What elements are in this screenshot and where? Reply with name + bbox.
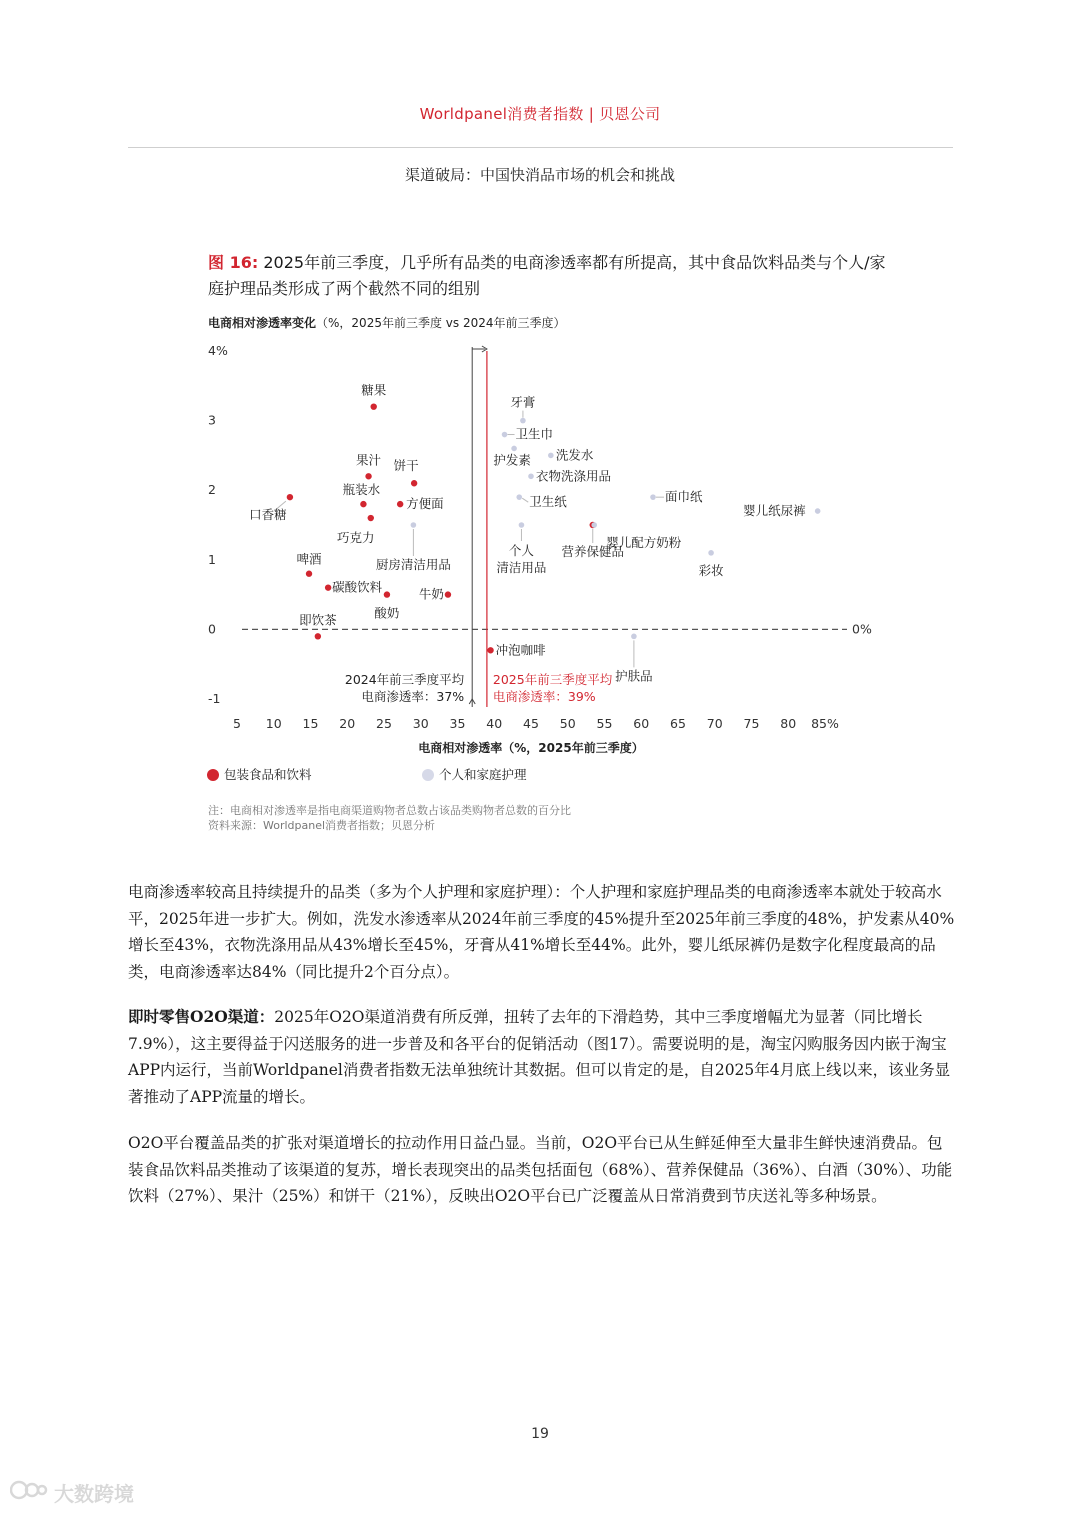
x-tick-label: 25: [376, 716, 392, 731]
care-point: [502, 432, 508, 438]
figure-notes: [208, 803, 571, 833]
food-point: [384, 591, 390, 597]
x-tick-label: 45: [523, 716, 539, 731]
header-divider: [128, 147, 953, 148]
y-tick-label: 0: [208, 621, 216, 637]
point-label: 厨房清洁用品: [375, 557, 451, 572]
point-label: 个人: [508, 543, 534, 558]
care-point: [650, 494, 656, 500]
care-point: [631, 634, 637, 640]
point-label: 饼干: [393, 458, 419, 474]
food-point: [445, 591, 451, 597]
paragraph-lead: 即时零售O2O渠道：: [128, 1007, 275, 1026]
watermark: [10, 1478, 134, 1507]
x-tick-label: 85%: [811, 716, 839, 731]
point-label: 瓶装水: [342, 482, 381, 498]
food-point: [397, 501, 403, 507]
food-point: [368, 515, 374, 521]
food-point: [315, 633, 321, 639]
x-tick-label: 35: [449, 716, 466, 731]
point-label: 牙膏: [510, 394, 536, 410]
body-paragraph-1: 电商渗透率较高且持续提升的品类（多为个人护理和家庭护理）：个人护理和家庭护理品类的电商渗透率本就处于较高水平，2025年进一步扩大。例如，洗发水渗透率从2024年前三季度的45%提升至2025年前三季度的48%，护发素从40%增长至43%，衣物洗涤用品从43%增长至45%，牙膏从41%增长至44%。此外，婴儿纸尿裤仍是数字化程度最高的品类，电商渗透率达84%（同比提升2个百分点）。: [128, 883, 955, 981]
care-point: [528, 473, 534, 479]
legend-dot-food: [207, 769, 219, 781]
point-label: 护肤品: [615, 668, 653, 684]
point-label: 啤酒: [296, 551, 322, 567]
point-label: 营养保健品: [561, 544, 624, 559]
point-label: 果汁: [356, 452, 382, 468]
care-point: [411, 522, 417, 528]
food-point: [411, 480, 417, 486]
x-tick-label: 55: [596, 716, 613, 731]
x-tick-label: 60: [633, 716, 650, 731]
point-label: 彩妆: [698, 562, 724, 578]
food-point: [487, 647, 493, 653]
page-number: 19: [531, 1426, 549, 1442]
care-point: [520, 418, 526, 424]
avg-2024-label: 2024年前三季度平均: [344, 672, 465, 687]
avg-2024-label: 电商渗透率：37%: [361, 689, 465, 704]
y-tick-label: 4%: [208, 343, 228, 358]
y-tick-label: 3: [208, 412, 216, 428]
figure-source: 资料来源：Worldpanel消费者指数；贝恩分析: [208, 819, 436, 832]
point-label: 牛奶: [418, 586, 444, 602]
watermark-text: 大数跨境: [54, 1482, 134, 1506]
y-tick-label: -1: [208, 691, 221, 706]
x-tick-label: 75: [743, 716, 760, 731]
point-label: 婴儿配方奶粉: [606, 535, 682, 550]
point-label: 清洁用品: [496, 560, 547, 575]
y-tick-label: 2: [208, 482, 216, 498]
care-point: [591, 522, 597, 528]
food-point: [325, 584, 331, 590]
x-tick-label: 30: [412, 716, 429, 731]
figure-title-text: 2025年前三季度，几乎所有品类的电商渗透率都有所提高，其中食品饮料品类与个人/家庭护理品类形成了两个截然不同的组别: [208, 253, 886, 298]
avg-2025-label: 2025年前三季度平均: [492, 672, 613, 687]
x-tick-label: 65: [670, 716, 686, 731]
food-point: [371, 403, 377, 409]
point-label: 婴儿纸尿裤: [743, 503, 806, 519]
food-point: [365, 473, 371, 479]
point-label: 即饮茶: [299, 612, 337, 628]
point-label: 卫生巾: [515, 426, 554, 442]
figure-note: 注：电商相对渗透率是指电商渠道购物者总数占该品类购物者总数的百分比: [208, 804, 571, 817]
point-label: 洗发水: [555, 447, 594, 463]
care-point: [548, 453, 554, 459]
point-label: 口香糖: [249, 507, 287, 523]
watermark-logo-icon: [10, 1479, 48, 1506]
food-point: [360, 501, 366, 507]
legend-item-food: [207, 765, 312, 783]
point-label: 酸奶: [374, 605, 400, 621]
y-axis-title: [208, 314, 565, 331]
figure-title: [208, 250, 888, 302]
y-tick-label: 1: [208, 551, 216, 567]
point-label: 冲泡咖啡: [495, 642, 546, 658]
care-point: [511, 446, 517, 452]
header-title: Worldpanel消费者指数 | 贝恩公司: [419, 105, 661, 123]
care-point: [708, 550, 714, 556]
point-label: 护发素: [493, 452, 531, 468]
care-point: [519, 522, 525, 528]
legend-label-food: 包装食品和饮料: [224, 767, 312, 782]
body-paragraph-2: [128, 1004, 956, 1110]
y-axis-title-detail: （%，2025年前三季度 vs 2024年前三季度）: [316, 316, 566, 330]
point-label: 卫生纸: [529, 494, 567, 510]
x-axis-title: 电商相对渗透率（%，2025年前三季度）: [418, 741, 644, 755]
point-label: 方便面: [406, 496, 444, 512]
report-subtitle: 渠道破局：中国快消品市场的机会和挑战: [404, 166, 675, 184]
x-tick-label: 70: [706, 716, 723, 731]
point-label: 碳酸饮料: [332, 579, 383, 595]
x-tick-label: 50: [559, 716, 576, 731]
point-label: 面巾纸: [665, 489, 703, 505]
food-point: [306, 571, 312, 577]
point-label: 糖果: [361, 382, 387, 398]
point-label: 巧克力: [337, 530, 375, 546]
x-tick-label: 20: [339, 716, 356, 731]
figure-label: 图 16:: [208, 253, 259, 272]
legend-dot-care: [422, 769, 434, 781]
scatter-chart: [200, 335, 890, 760]
paragraph-body: 2025年O2O渠道消费有所反弹，扭转了去年的下滑趋势，其中三季度增幅尤为显著（同比增长7.9%），这主要得益于闪送服务的进一步普及和各平台的促销活动（图17）。需要说明的是，淘宝闪购服务因内嵌于淘宝APP内运行，当前Worldpanel消费者指数无法单独统计其数据。但可以肯定的是，自2025年4月底上线以来，该业务显著推动了APP流量的增长。: [128, 1008, 951, 1106]
x-tick-label: 10: [265, 716, 282, 731]
care-point: [516, 494, 522, 500]
x-tick-label: 5: [233, 716, 241, 731]
legend-label-care: 个人和家庭护理: [439, 767, 527, 782]
care-point: [815, 508, 821, 514]
y-axis-title-main: 电商相对渗透率变化: [208, 316, 317, 330]
point-label: 衣物洗涤用品: [536, 468, 612, 484]
point-leader-line: [522, 498, 528, 502]
x-tick-label: 40: [486, 716, 503, 731]
x-tick-label: 15: [302, 716, 319, 731]
food-point: [287, 494, 293, 500]
legend-item-care: [422, 765, 527, 783]
zero-line-label: 0%: [852, 621, 872, 637]
x-tick-label: 80: [780, 716, 797, 731]
avg-2025-label: 电商渗透率：39%: [492, 689, 596, 704]
body-paragraph-3: O2O平台覆盖品类的扩张对渠道增长的拉动作用日益凸显。当前，O2O平台已从生鲜延伸至大量非生鲜快速消费品。包装食品饮料品类推动了该渠道的复苏，增长表现突出的品类包括面包（68%）、营养保健品（36%）、白酒（30%）、功能饮料（27%）、果汁（25%）和饼干（21%），反映出O2O平台已广泛覆盖从日常消费到节庆送礼等多种场景。: [128, 1134, 953, 1205]
